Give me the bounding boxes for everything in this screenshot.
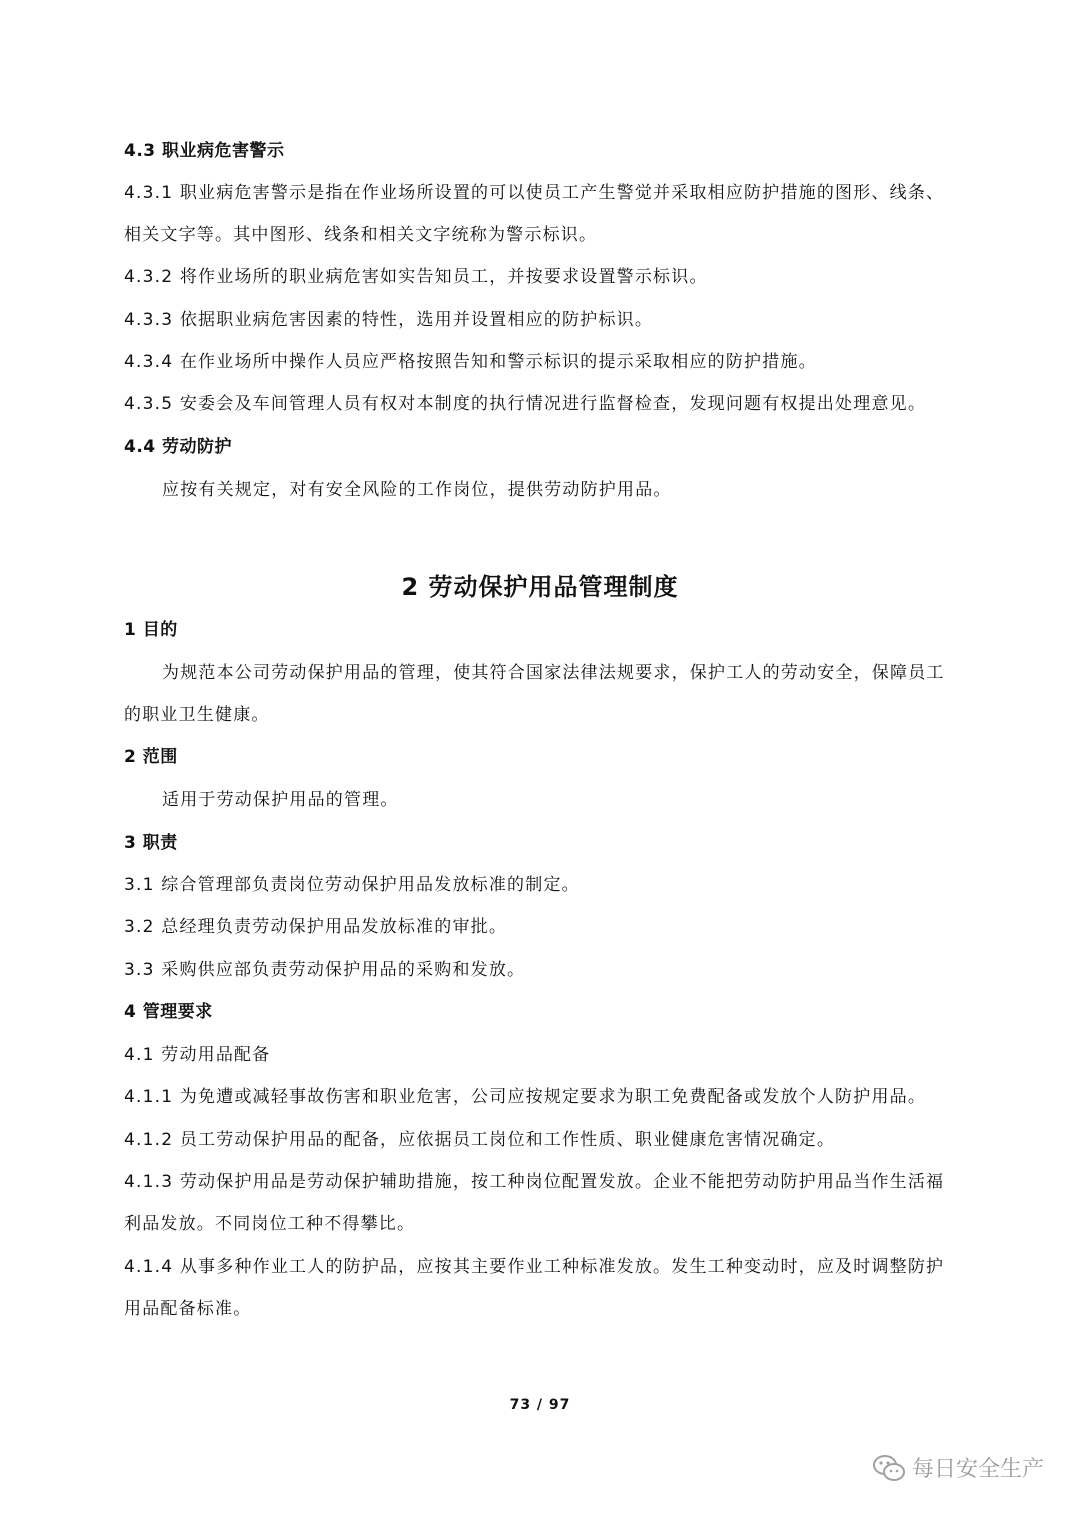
watermark-text: 每日安全生产 [911, 1457, 1044, 1482]
paragraph-scope: 适用于劳动保护用品的管理。 [162, 790, 399, 810]
paragraph-duty-3-1: 3.1 综合管理部负责岗位劳动保护用品发放标准的制定。 [124, 875, 580, 895]
paragraph-4-1-4-cont: 用品配备标准。 [124, 1299, 252, 1319]
section-heading-scope: 2 范围 [124, 747, 178, 767]
watermark [872, 1452, 1044, 1483]
paragraph-4-1-2: 4.1.2 员工劳动保护用品的配备，应依据员工岗位和工作性质、职业健康危害情况确定。 [124, 1130, 836, 1150]
page-number: 73 / 97 [509, 1397, 571, 1413]
paragraph-purpose: 为规范本公司劳动保护用品的管理，使其符合国家法律法规要求，保护工人的劳动安全，保障员工 [162, 663, 945, 683]
paragraph-4-1-3: 4.1.3 劳动保护用品是劳动保护辅助措施，按工种岗位配置发放。企业不能把劳动防护用品当作生活福 [124, 1172, 945, 1192]
wechat-icon [872, 1453, 906, 1483]
paragraph-4-4: 应按有关规定，对有安全风险的工作岗位，提供劳动防护用品。 [162, 480, 672, 500]
section-heading-requirements: 4 管理要求 [124, 1002, 213, 1022]
paragraph-4-1-1: 4.1.1 为免遭或减轻事故伤害和职业危害，公司应按规定要求为职工免费配备或发放个人防护用品。 [124, 1087, 927, 1107]
paragraph-purpose-cont: 的职业卫生健康。 [124, 705, 270, 725]
subheading-4-1: 4.1 劳动用品配备 [124, 1045, 271, 1065]
paragraph-4-1-4: 4.1.4 从事多种作业工人的防护品，应按其主要作业工种标准发放。发生工种变动时，应及时调整防护 [124, 1257, 945, 1277]
paragraph-4-1-3-cont: 利品发放。不同岗位工种不得攀比。 [124, 1214, 416, 1234]
paragraph-duty-3-2: 3.2 总经理负责劳动保护用品发放标准的审批。 [124, 917, 508, 937]
section-heading-duties: 3 职责 [124, 833, 178, 853]
paragraph-duty-3-3: 3.3 采购供应部负责劳动保护用品的采购和发放。 [124, 960, 526, 980]
paragraph-4-3-2: 4.3.2 将作业场所的职业病危害如实告知员工，并按要求设置警示标识。 [124, 267, 708, 287]
document-title: 2 劳动保护用品管理制度 [401, 573, 679, 601]
paragraph-4-3-1-cont: 相关文字等。其中图形、线条和相关文字统称为警示标识。 [124, 225, 598, 245]
paragraph-4-3-5: 4.3.5 安委会及车间管理人员有权对本制度的执行情况进行监督检查，发现问题有权提出处理意见。 [124, 394, 927, 414]
paragraph-4-3-4: 4.3.4 在作业场所中操作人员应严格按照告知和警示标识的提示采取相应的防护措施。 [124, 352, 817, 372]
section-heading-4-3: 4.3 职业病危害警示 [124, 141, 285, 161]
paragraph-4-3-1: 4.3.1 职业病危害警示是指在作业场所设置的可以使员工产生警觉并采取相应防护措施的图形、线条、 [124, 183, 945, 203]
section-heading-4-4: 4.4 劳动防护 [124, 437, 233, 457]
section-heading-purpose: 1 目的 [124, 620, 178, 640]
paragraph-4-3-3: 4.3.3 依据职业病危害因素的特性，选用并设置相应的防护标识。 [124, 310, 654, 330]
